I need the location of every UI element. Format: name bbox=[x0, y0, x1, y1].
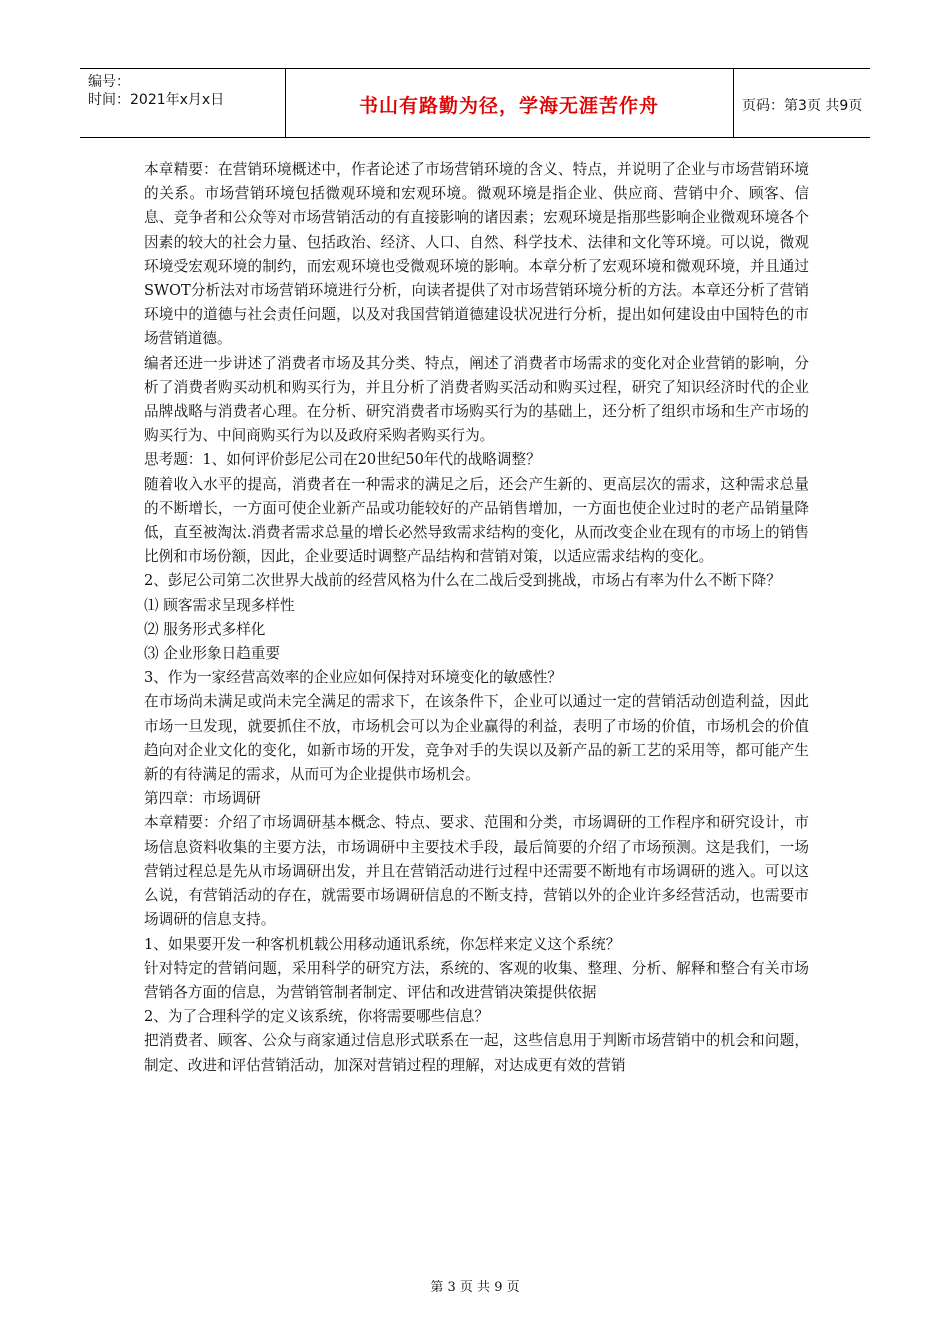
paragraph: 把消费者、顾客、公众与商家通过信息形式联系在一起，这些信息用于判断市场营销中的机会和问题，制定、改进和评估营销活动，加深对营销过程的理解，对达成更有效的营销 bbox=[144, 1032, 809, 1074]
paragraph: 1、如果要开发一种客机机载公用移动通讯系统，你怎样来定义这个系统？ bbox=[144, 935, 621, 953]
page-info: 页码：第3页 共9页 bbox=[742, 98, 863, 114]
page-header bbox=[80, 68, 870, 138]
paragraph: 本章精要：介绍了市场调研基本概念、特点、要求、范围和分类，市场调研的工作程序和研究设计，市场信息资料收集的主要方法，市场调研中主要技术手段，最后简要的介绍了市场预测。这是我们，一场营销过程总是先从市场调研出发，并且在营销活动进行过程中还需要不断地有市场调研的逃入。可以这么说，有营销活动的存在，就需要市场调研信息的不断支持，营销以外的企业许多经营活动，也需要市场调研的信息支持。 bbox=[144, 814, 809, 929]
list-item: ⑵ 服务形式多样化 bbox=[144, 620, 266, 638]
paragraph: 随着收入水平的提高，消费者在一种需求的满足之后，还会产生新的、更高层次的需求，这种需求总量的不断增长，一方面可使企业新产品或功能较好的产品销售增加，一方面也使企业过时的老产品销量降低，直至被淘汰.消费者需求总量的增长必然导致需求结构的变化，从而改变企业在现有的市场上的销售比例和市场份额，因此，企业要适时调整产品结构和营销对策，以适应需求结构的变化。 bbox=[144, 475, 809, 566]
chapter-heading: 第四章：市场调研 bbox=[144, 790, 261, 808]
paragraph: 本章精要：在营销环境概述中，作者论述了市场营销环境的含义、特点，并说明了企业与市场营销环境的关系。市场营销环境包括微观环境和宏观环境。微观环境是指企业、供应商、营销中介、顾客、信息、竞争者和公众等对市场营销活动的有直接影响的诸因素；宏观环境是指那些影响企业微观环境各个因素的较大的社会力量、包括政治、经济、人口、自然、科学技术、法律和文化等环境。可以说，微观环境受宏观环境的制约，而宏观环境也受微观环境的影响。本章分析了宏观环境和微观环境，并且通过SWOT分析法对市场营销环境进行分析，向读者提供了对市场营销环境分析的方法。本章还分析了营销环境中的道德与社会责任问题，以及对我国营销道德建设状况进行分析，提出如何建设由中国特色的市场营销道德。 bbox=[144, 161, 809, 348]
slogan: 书山有路勤为径，学海无涯苦作舟 bbox=[358, 95, 659, 117]
paragraph: 思考题：1、如何评价彭尼公司在20世纪50年代的战略调整？ bbox=[144, 451, 541, 469]
list-item: ⑴ 顾客需求呈现多样性 bbox=[144, 596, 295, 614]
document-body bbox=[144, 158, 809, 1078]
paragraph: 3、作为一家经营高效率的企业应如何保持对环境变化的敏感性？ bbox=[144, 669, 562, 687]
header-meta bbox=[80, 69, 286, 137]
paragraph: 在市场尚未满足或尚未完全满足的需求下，在该条件下，企业可以通过一定的营销活动创造利益，因此市场一旦发现，就要抓住不放，市场机会可以为企业赢得的利益，表明了市场的价值，市场机会的价值趋向对企业文化的变化，如新市场的开发，竞争对手的失误以及新产品的新工艺的采用等，都可能产生新的有待满足的需求，从而可为企业提供市场机会。 bbox=[144, 693, 809, 784]
header-slogan-cell bbox=[285, 69, 734, 137]
list-item: ⑶ 企业形象日趋重要 bbox=[144, 645, 280, 663]
paragraph: 2、为了合理科学的定义该系统，你将需要哪些信息？ bbox=[144, 1008, 489, 1026]
paragraph: 针对特定的营销问题，采用科学的研究方法，系统的、客观的收集、整理、分析、解释和整合有关市场营销各方面的信息，为营销管制者制定、评估和改进营销决策提供依据 bbox=[144, 959, 809, 1001]
paragraph: 2、彭尼公司第二次世界大战前的经营风格为什么在二战后受到挑战，市场占有率为什么不断下降？ bbox=[144, 572, 781, 590]
number-label: 编号： bbox=[88, 74, 130, 90]
page-footer: 第 3 页 共 9 页 bbox=[430, 1280, 520, 1295]
paragraph: 编者还进一步讲述了消费者市场及其分类、特点，阐述了消费者市场需求的变化对企业营销的影响，分析了消费者购买动机和购买行为，并且分析了消费者购买活动和购买过程，研究了知识经济时代的企业品牌战略与消费者心理。在分析、研究消费者市场购买行为的基础上，还分析了组织市场和生产市场的购买行为、中间商购买行为以及政府采购者购买行为。 bbox=[144, 354, 809, 445]
header-page-cell bbox=[734, 69, 870, 137]
time-label: 时间：2021年x月x日 bbox=[88, 92, 225, 108]
